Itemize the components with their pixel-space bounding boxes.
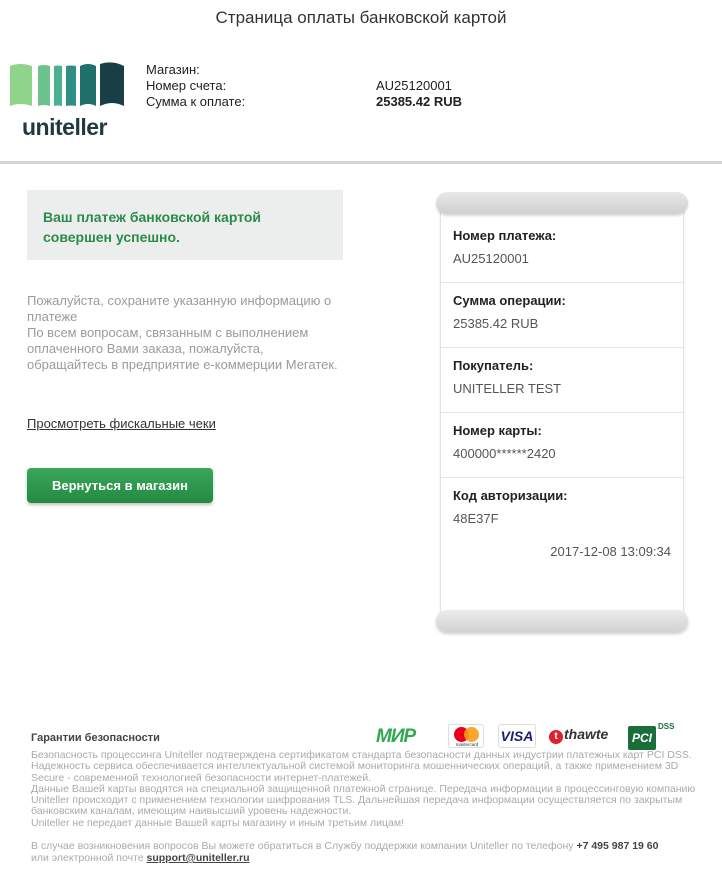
receipt-row (441, 413, 683, 478)
contact-prefix: В случае возникновения вопросов Вы можете обратиться в Службу поддержки компании Uniteller по телефону (31, 840, 574, 852)
logo-text: uniteller (22, 114, 107, 140)
operation-amount-value: 25385.42 RUB (453, 316, 539, 331)
receipt-row (441, 478, 683, 543)
amount-label: Сумма к оплате: (146, 94, 246, 109)
pci-dss-icon (628, 722, 680, 750)
success-message (27, 190, 343, 260)
account-label: Номер счета: (146, 78, 227, 93)
receipt-row (441, 218, 683, 283)
merchant-info (146, 62, 546, 110)
support-email-link[interactable]: support@uniteller.ru (146, 852, 250, 864)
support-phone: +7 495 987 19 60 (576, 840, 659, 852)
shop-label: Магазин: (146, 62, 200, 77)
header-divider (0, 161, 722, 164)
payment-logos (376, 722, 706, 750)
mastercard-text: mastercard (455, 742, 479, 747)
receipt-date: 2017-12-08 13:09:34 (550, 544, 671, 559)
fiscal-receipts-link[interactable]: Просмотреть фискальные чеки (27, 416, 216, 431)
success-line-2: совершен успешно. (43, 229, 180, 245)
payment-number-label: Номер платежа: (453, 228, 557, 243)
visa-icon: VISA (498, 724, 536, 748)
amount-value: 25385.42 RUB (376, 94, 462, 109)
auth-code-value: 48E37F (453, 511, 499, 526)
return-to-shop-button[interactable]: Вернуться в магазин (27, 468, 213, 503)
account-value: AU25120001 (376, 78, 452, 93)
receipt-paper (440, 204, 684, 618)
receipt-row (441, 283, 683, 348)
card-number-label: Номер карты: (453, 423, 542, 438)
receipt (436, 192, 688, 632)
mastercard-icon (448, 724, 484, 748)
thawte-icon: t thawte (549, 726, 608, 746)
security-title: Гарантии безопасности (31, 732, 160, 744)
success-line-1: Ваш платеж банковской картой (43, 209, 262, 225)
info-text: Пожалуйста, сохраните указанную информацию о платеже По всем вопросам, связанным с выполнением оплаченного Вами заказа, пожалуйста, обращайтесь в предприятие е-коммерции Мегатек. (27, 293, 338, 372)
page-title: Страница оплаты банковской картой (215, 8, 507, 27)
buyer-label: Покупатель: (453, 358, 534, 373)
security-text: Безопасность процессинга Uniteller подтверждена сертификатом стандарта безопасности данных индустрии платежных карт PCI DSS. Надежность сервиса обеспечивается интеллектуальной системой мониторинга мошеннических операций, а также применением 3D Secure - современной технологией безопасности интернет-платежей. Данные Вашей карты вводятся на специальной защищенной платежной странице. Передача информации в процессинговую компанию Uniteller происходит с применением технологии шифрования TLS. Дальнейшая передача информации осуществляется по закрытым банковским каналам, имеющим наивысший уровень надежности. Uniteller не передает данные Вашей карты магазину и иным третьим лицам! (31, 749, 696, 829)
receipt-row (441, 348, 683, 413)
receipt-roll-top (436, 192, 688, 214)
receipt-roll-bottom (436, 610, 688, 632)
payment-number-value: AU25120001 (453, 251, 529, 266)
operation-amount-label: Сумма операции: (453, 293, 566, 308)
auth-code-label: Код авторизации: (453, 488, 568, 503)
support-contact (31, 840, 711, 864)
email-prefix: или электронной почте (31, 852, 144, 864)
thawte-text: thawte (564, 726, 609, 742)
buyer-value: UNITELLER TEST (453, 381, 562, 396)
pci-text: PCI (628, 726, 656, 750)
card-number-value: 400000******2420 (453, 446, 556, 461)
dss-text: DSS (658, 722, 675, 731)
mir-icon: МИР (376, 726, 416, 747)
